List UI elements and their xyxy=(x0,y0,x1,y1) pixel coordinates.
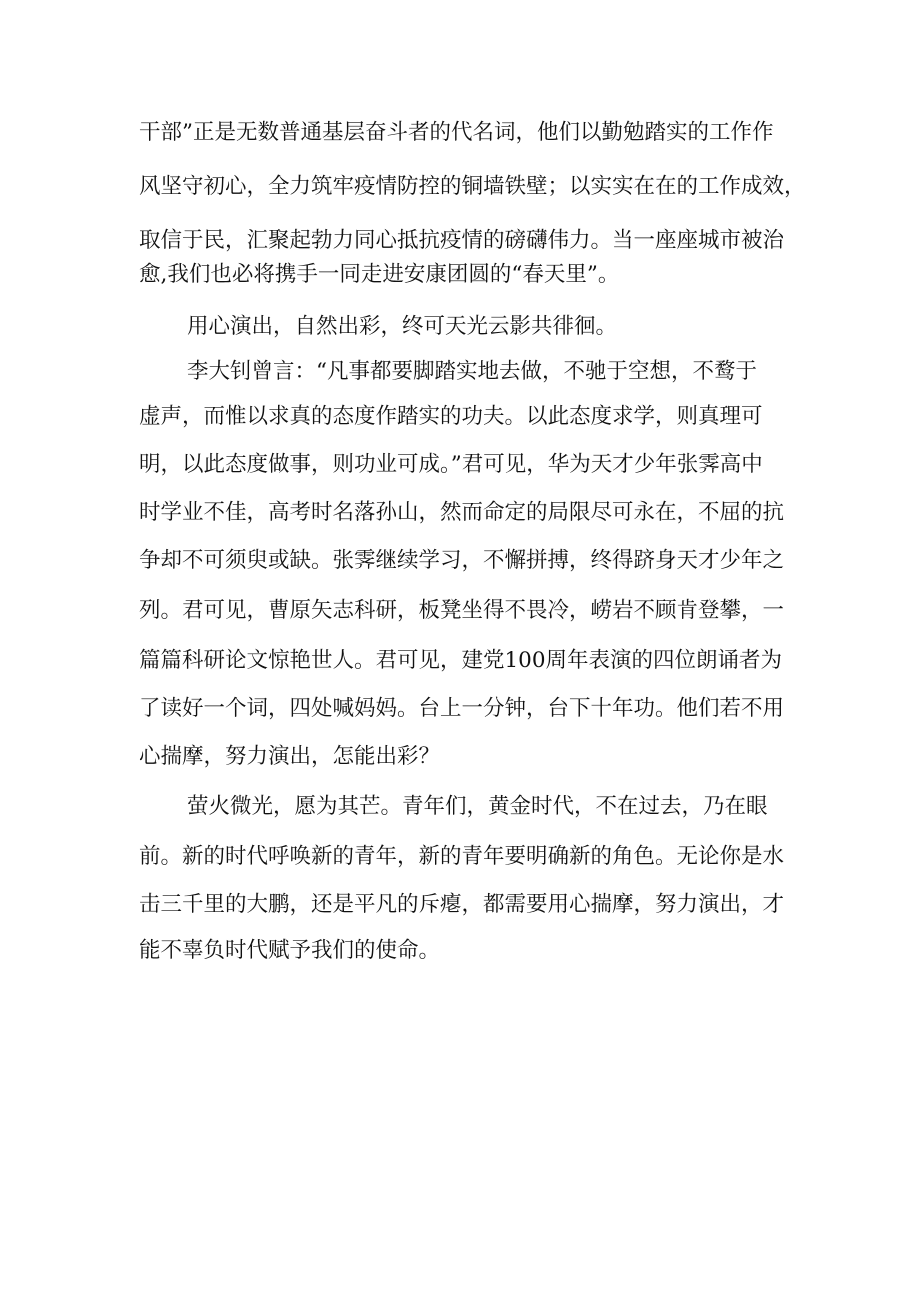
text-line: 取信于民，汇聚起勃力同心抵抗疫情的磅礴伟力。当一座座城市被治 xyxy=(139,228,785,253)
text-line: 明，以此态度做事，则功业可成。”君可见，华为天才少年张霁高中 xyxy=(139,452,763,477)
text-line: 前。新的时代呼唤新的青年，新的青年要明确新的角色。无论你是水 xyxy=(139,844,785,869)
text-line: 篇篇科研论文惊艳世人。君可见，建党100周年表演的四位朗诵者为 xyxy=(139,648,783,673)
text-line: 能不辜负时代赋予我们的使命。 xyxy=(139,938,441,963)
text-line: 风坚守初心，全力筑牢疫情防控的铜墙铁壁；以实实在在的工作成效， xyxy=(139,174,806,199)
text-line: 击三千里的大鹏，还是平凡的斥瘪，都需要用心揣摩，努力演出，才 xyxy=(139,892,785,917)
text-line: 争却不可须臾或缺。张霁继续学习，不懈拼搏，终得跻身天才少年之 xyxy=(139,548,785,573)
text-line: 时学业不佳，高考时名落孙山，然而命定的局限尽可永在，不屈的抗 xyxy=(139,500,785,525)
text-line: 虚声，而惟以求真的态度作踏实的功夫。以此态度求学，则真理可 xyxy=(139,404,763,429)
text-line: 李大钊曾言：“凡事都要脚踏实地去做，不驰于空想，不鹜于 xyxy=(187,359,757,384)
text-line: 心揣摩，努力演出，怎能出彩？ xyxy=(139,744,441,769)
text-line: 用心演出，自然出彩，终可天光云影共徘徊。 xyxy=(187,314,618,339)
text-line: 了读好一个词，四处喊妈妈。台上一分钟，台下十年功。他们若不用 xyxy=(139,696,785,721)
text-line: 干部”正是无数普通基层奋斗者的代名词，他们以勤勉踏实的工作作 xyxy=(139,120,774,145)
text-line: 列。君可见，曹原矢志科研，板凳坐得不畏冷，崂岩不顾肯登攀，一 xyxy=(139,598,785,623)
text-line: 愈,我们也必将携手一同走进安康团圆的“春天里”。 xyxy=(139,262,620,287)
text-line: 萤火微光，愿为其芒。青年们，黄金时代，不在过去，乃在眼 xyxy=(187,794,768,819)
